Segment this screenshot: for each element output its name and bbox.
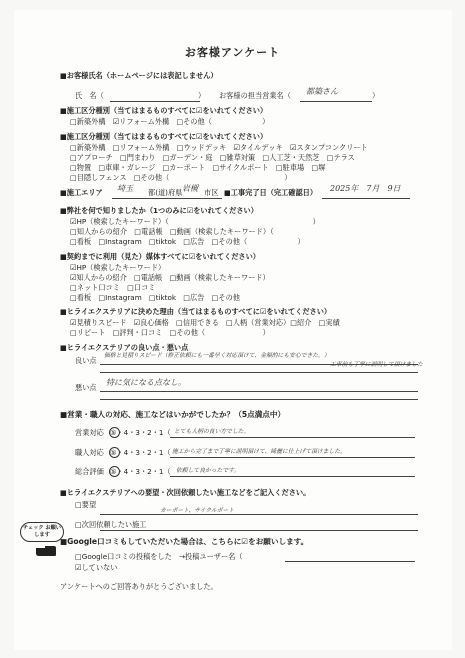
- type-section-header: ■施工区分種別（当てはまるものすべてに☑をいれてください）: [60, 106, 268, 115]
- reason-row-2[interactable]: □リピート □評判・口コミ □その他（ ）: [70, 328, 270, 337]
- bad-line-2: [100, 399, 418, 400]
- next-label[interactable]: □次回依頼したい施工: [75, 520, 147, 529]
- know-section-header: ■弊社を何で知りましたか（1つのみに☑をいれてください）: [60, 206, 258, 215]
- score-circle-total: [109, 466, 120, 477]
- kind-section-header: ■施工区分種別（当てはまるものすべてに☑をいれてください）: [60, 132, 268, 141]
- eval-total-label: 総合評価: [75, 467, 104, 476]
- bad-line-1: [100, 391, 418, 392]
- name-section-header: ■お客様氏名（ホームページには表記しません）: [60, 71, 218, 80]
- eval-sales-scale[interactable]: ⑤・4・3・2・1（: [110, 428, 171, 437]
- pointing-hand-icon: [35, 545, 57, 557]
- eval-sales-comment[interactable]: とても人柄の良い方でした。: [174, 429, 250, 435]
- goodbad-section-header: ■ヒライエクステリアの良い点・悪い点: [60, 343, 189, 352]
- good-label: 良い点: [75, 356, 97, 365]
- check-badge: チェック お願いします: [20, 522, 64, 542]
- name-close: ）: [198, 91, 206, 100]
- request-label[interactable]: □要望: [75, 500, 97, 509]
- completion-value[interactable]: 2025年 7月 9日: [330, 184, 401, 193]
- google-section-header: ■Google口コミもしていただいた場合は、こちらに☑をお願いします。: [60, 537, 309, 546]
- type-row-1[interactable]: □新築外構 ☑リフォーム外構 □その他（ ）: [70, 117, 270, 126]
- thanks-text: アンケートへのご回答ありがとうございました。: [60, 582, 218, 591]
- reason-section-header: ■ヒライエクステリアに決めた理由（当てはまるものすべてに☑をいれてください）: [60, 307, 332, 316]
- area-line: [112, 198, 222, 199]
- good-value[interactable]: 価格と見積りスピード（修正依頼にも一番早く対応頂けて、金額的にも安心できた。）: [104, 353, 330, 359]
- google-row-2[interactable]: ☑していない: [75, 563, 118, 572]
- page-title: お客様アンケート: [184, 46, 281, 59]
- eval-craft-label: 職人対応: [75, 448, 104, 457]
- completion-line: [322, 198, 410, 199]
- staff-close: ）: [372, 91, 380, 100]
- know-row-3[interactable]: □看板 □Instagram □tiktok □広告 □その他（ ）: [70, 237, 305, 246]
- eval-total-comment[interactable]: 依頼して良かったです。: [176, 468, 240, 474]
- google-row-1[interactable]: □Google口コミの投稿をした →投稿ユーザー名（: [75, 552, 243, 561]
- media-row-1[interactable]: ☑HP（検索したキーワード）: [70, 263, 166, 272]
- kind-row-4[interactable]: □目隠しフェンス □その他（ ）: [70, 173, 292, 182]
- kind-row-2[interactable]: □アプローチ □門まわり □ガーデン・庭 □雑草対策 □人工芝・天然芝 □テラス: [70, 153, 355, 162]
- media-row-4[interactable]: □看板 □Instagram □tiktok □広告 □その他: [70, 293, 240, 302]
- eval-total-line: [170, 476, 415, 477]
- eval-section-header: ■営業・職人の対応、施工などはいかがでしたか？（5点満点中）: [60, 410, 286, 419]
- area-city[interactable]: 岩槻: [182, 184, 198, 193]
- staff-value[interactable]: 都築さん: [306, 87, 338, 96]
- eval-craft-comment[interactable]: 施工から完了まで丁寧に説明頂けて、綺麗に仕上げて頂けました。: [172, 449, 346, 455]
- name-field-line[interactable]: [110, 101, 200, 102]
- staff-label: お客様の担当営業名（: [219, 91, 291, 100]
- score-circle-craft: [109, 447, 120, 458]
- area-ward: 市区: [204, 188, 219, 197]
- media-row-3[interactable]: □ネット口コミ □口コミ: [70, 283, 156, 292]
- name-label: 氏 名（: [75, 91, 104, 100]
- eval-craft-line: [170, 457, 415, 458]
- good-value-2[interactable]: 工事前も丁寧に説明して頂けました: [330, 362, 423, 368]
- eval-total-scale[interactable]: ⑤・4・3・2・1（: [110, 467, 171, 476]
- staff-field-line: [300, 101, 372, 102]
- media-row-2[interactable]: ☑知人からの紹介 □電話帳 □動画（検索したキーワード）: [70, 273, 270, 282]
- google-user-line[interactable]: [285, 561, 415, 562]
- good-line-1: [100, 364, 418, 365]
- kind-row-3[interactable]: □物置 □車庫・ガレージ □カーポート □サイクルポート □駐車場 □塀: [70, 163, 326, 172]
- reason-row-1[interactable]: ☑見積りスピード ☑良心価格 □信用できる □人柄（営業対応）□紹介 □実績: [70, 318, 340, 327]
- request-value[interactable]: カーポート、サイクルポート: [160, 508, 235, 514]
- bad-label: 悪い点: [75, 383, 97, 392]
- know-row-1[interactable]: ☑HP（検索したキーワード）（ ）: [70, 217, 320, 226]
- request-line: [100, 514, 418, 515]
- score-circle-sales: [109, 427, 120, 438]
- eval-sales-line: [170, 437, 415, 438]
- area-label: ■施工エリア: [60, 188, 103, 197]
- media-section-header: ■契約までに利用（見た）媒体すべてに☑をいれてください）: [60, 252, 260, 261]
- area-pref-unit: 都(道)府県: [148, 188, 183, 197]
- eval-craft-scale[interactable]: ⑤・4・3・2・1（: [110, 448, 171, 457]
- next-line: [100, 530, 418, 531]
- good-line-2: [100, 372, 418, 373]
- know-row-2[interactable]: □知人からの紹介 □電話帳 □動画（検索したキーワード）（: [70, 227, 274, 236]
- request-section-header: ■ヒライエクステリアへの要望・次回依頼したい施工などをご記入ください。: [60, 488, 311, 497]
- completion-label: ■工事完了日（完工確認日）: [224, 188, 318, 197]
- kind-row-1[interactable]: □新築外構 □リフォーム外構 □ウッドデッキ ☑タイルデッキ ☑スタンプコンクリート: [70, 143, 368, 152]
- eval-sales-label: 営業対応: [75, 428, 104, 437]
- area-pref[interactable]: 埼玉: [117, 184, 133, 193]
- bad-value[interactable]: 特に気になる点なし。: [106, 378, 186, 387]
